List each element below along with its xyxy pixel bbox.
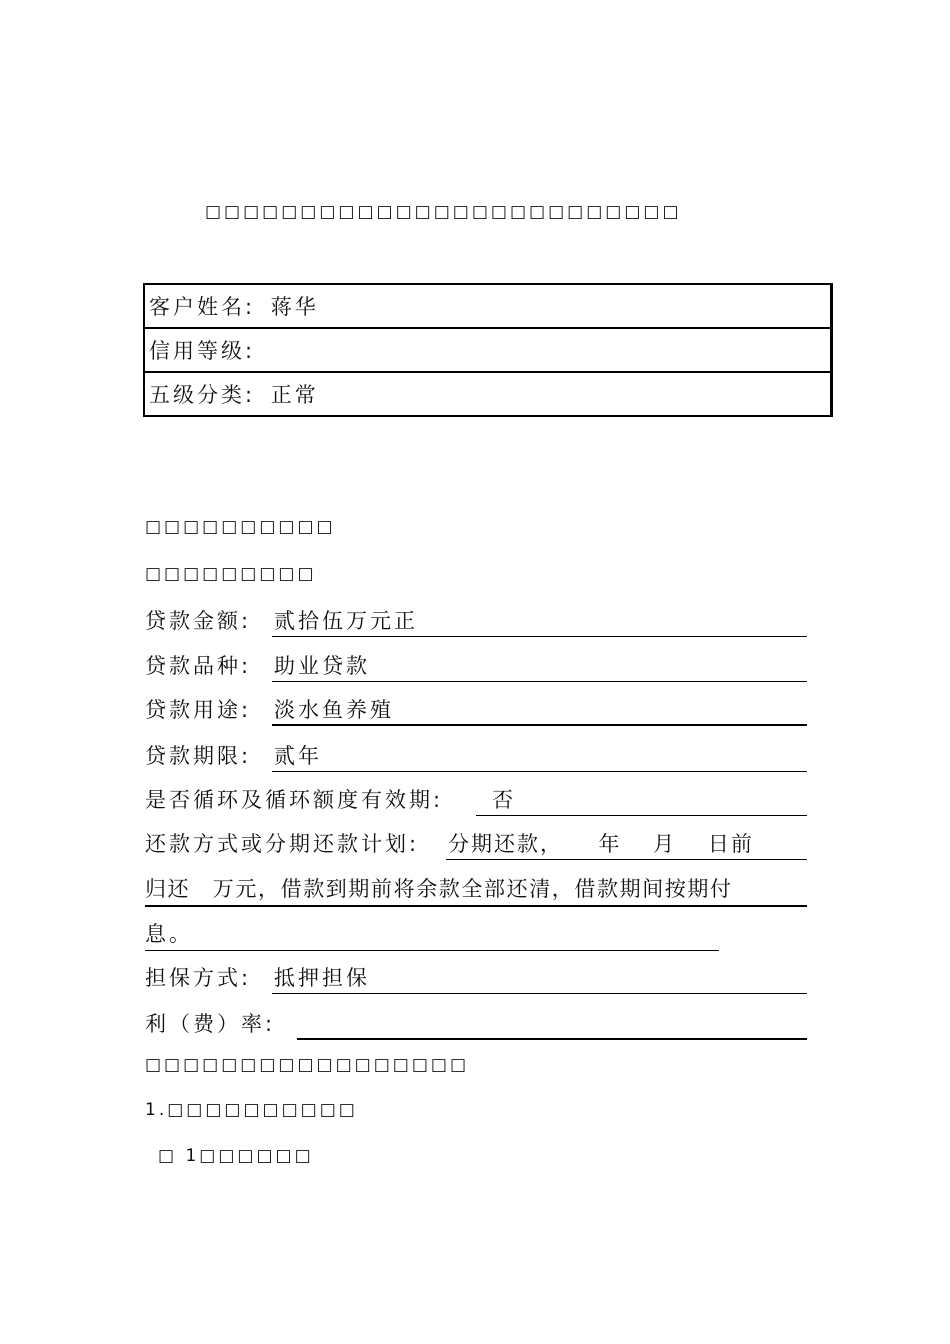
table-row bbox=[144, 328, 832, 372]
rate-label: 利（费）率: bbox=[145, 1012, 276, 1036]
rate-value bbox=[297, 1008, 807, 1040]
loan-amount-value: 贰拾伍万元正 bbox=[272, 605, 807, 637]
section-subheading: □□□□□□□□□ bbox=[145, 564, 317, 584]
customer-info-table bbox=[143, 283, 833, 417]
section-heading: □□□□□□□□□□□□□□□□□ bbox=[145, 1055, 470, 1075]
revolving-label: 是否循环及循环额度有效期: bbox=[145, 788, 444, 812]
loan-purpose-row bbox=[145, 694, 810, 726]
loan-product-row bbox=[145, 650, 810, 682]
loan-term-label: 贷款期限: bbox=[145, 744, 252, 768]
customer-name-value: 蒋华 bbox=[270, 295, 319, 319]
section-item: 1.□□□□□□□□□□ bbox=[145, 1100, 358, 1120]
table-row bbox=[144, 372, 832, 416]
loan-product-label: 贷款品种: bbox=[145, 654, 252, 678]
loan-term-value: 贰年 bbox=[272, 740, 807, 772]
document-title: □□□□□□□□□□□□□□□□□□□□□□□□□ bbox=[205, 202, 682, 222]
revolving-row bbox=[145, 784, 810, 816]
guarantee-value: 抵押担保 bbox=[272, 962, 807, 994]
loan-purpose-label: 贷款用途: bbox=[145, 698, 252, 722]
loan-amount-label: 贷款金额: bbox=[145, 609, 252, 633]
five-level-class-value: 正常 bbox=[270, 383, 319, 407]
loan-amount-row bbox=[145, 605, 810, 637]
credit-rating-cell: 信用等级: bbox=[144, 328, 832, 372]
customer-name-cell: 客户姓名: 蒋华 bbox=[144, 284, 832, 328]
section-heading: □□□□□□□□□□ bbox=[145, 517, 336, 537]
loan-term-row bbox=[145, 740, 810, 772]
guarantee-label: 担保方式: bbox=[145, 966, 252, 990]
loan-purpose-value: 淡水鱼养殖 bbox=[272, 694, 807, 726]
rate-row bbox=[145, 1008, 810, 1040]
repayment-line3: 息。 bbox=[145, 918, 719, 951]
table-row bbox=[144, 284, 832, 328]
repayment-line2: 归还 万元，借款到期前将余款全部还清，借款期间按期付 bbox=[145, 873, 807, 907]
repayment-label: 还款方式或分期还款计划: bbox=[145, 832, 420, 856]
repayment-line1: 分期还款， 年 月 日前 bbox=[446, 828, 807, 860]
revolving-value: 否 bbox=[476, 784, 807, 816]
guarantee-row bbox=[145, 962, 810, 994]
repayment-row bbox=[145, 828, 810, 860]
five-level-class-cell: 五级分类: 正常 bbox=[144, 372, 832, 416]
section-subitem: □ 1□□□□□□ bbox=[158, 1146, 314, 1166]
loan-product-value: 助业贷款 bbox=[272, 650, 807, 682]
